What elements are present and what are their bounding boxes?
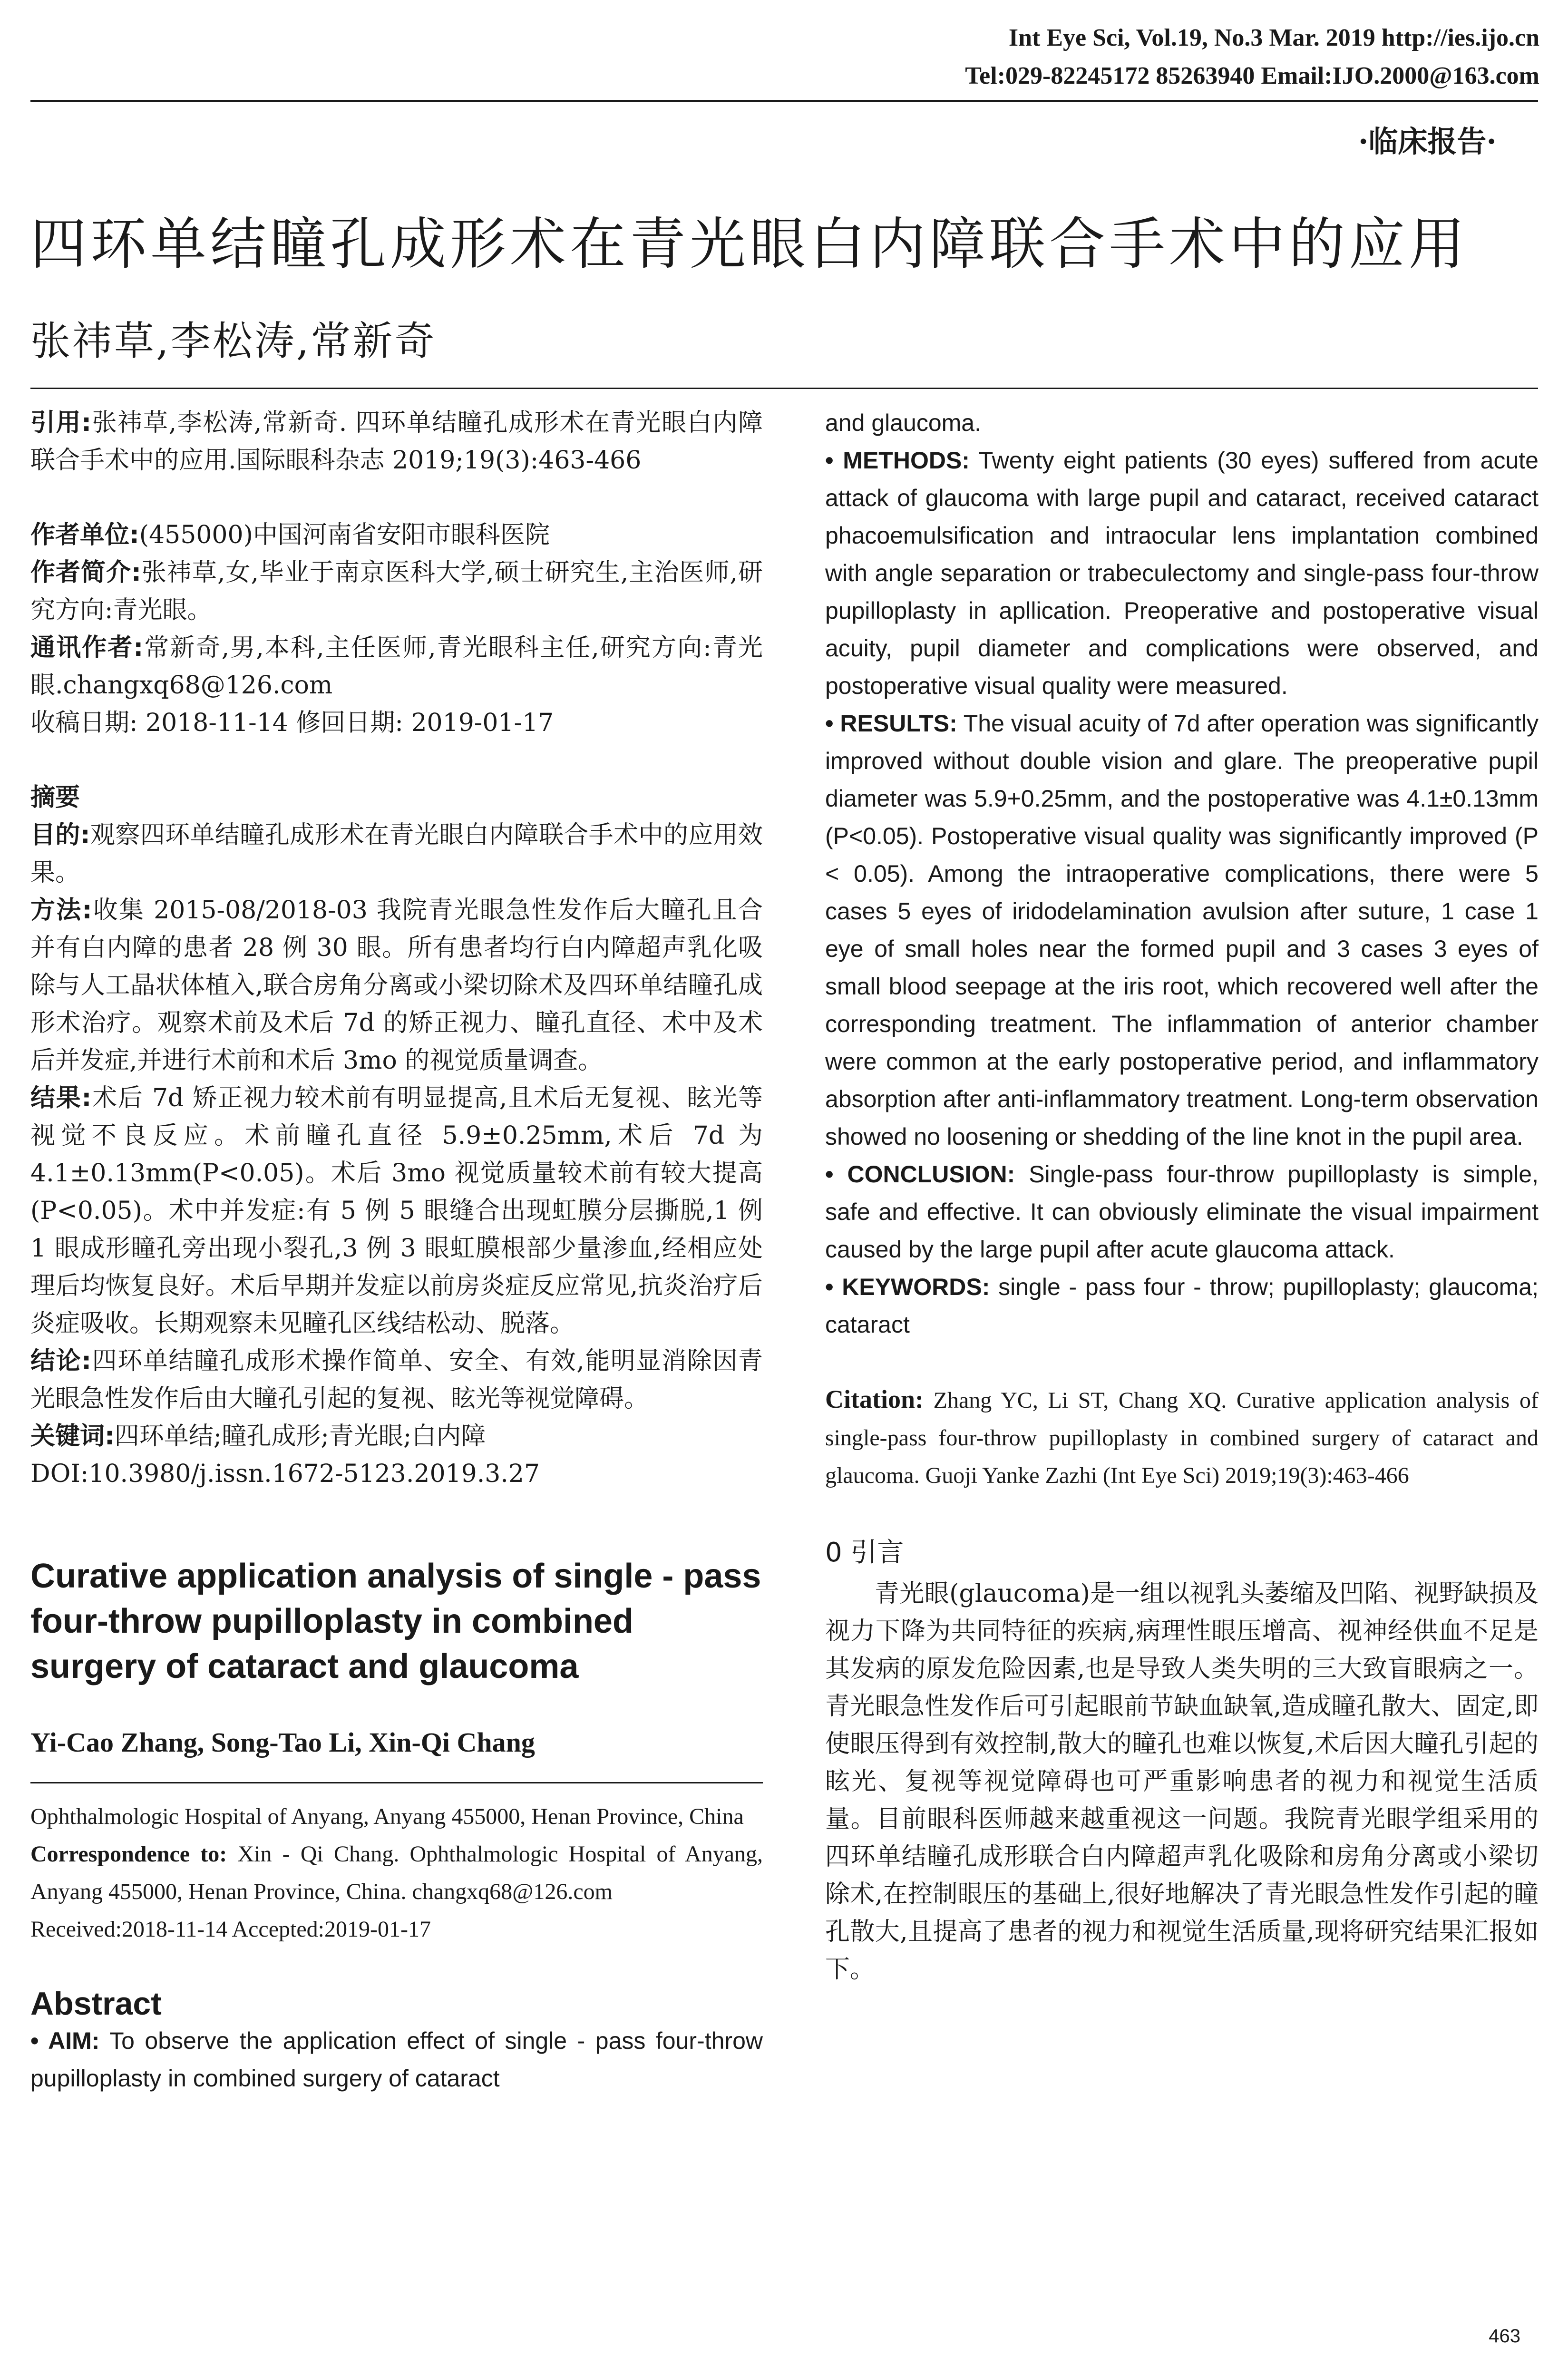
article-authors: 张祎草,李松涛,常新奇 <box>30 318 437 364</box>
doi: DOI:10.3980/j.issn.1672-5123.2019.3.27 <box>30 1460 540 1488</box>
citation-label: 引用: <box>30 409 92 437</box>
dates-cn: 收稿日期: 2018-11-14 修回日期: 2019-01-17 <box>30 709 554 737</box>
results-en-label: • RESULTS: <box>825 710 957 737</box>
results-text: 术后 7d 矫正视力较术前有明显提高,且术后无复视、眩光等视觉不良反应。术前瞳孔直径 5.9±0.25mm,术后 7d 为 4.1±0.13mm(P<0.05)。术后 3mo 视觉质量较术前有较大提高(P<0.05)。术中并发症:有 5 例 5 眼缝合出现虹膜分层撕脱,1 例 1 眼成形瞳孔旁出现小裂孔,3 例 3 眼虹膜根部少量渗血,经相应处理后均恢复良好。术后早期并发症以前房炎症反应常见,抗炎治疗后炎症吸收。长期观察未见瞳孔区线结松动、脱落。 <box>30 1084 763 1338</box>
keywords-cn <box>30 1418 763 1455</box>
english-correspondence-label: Correspondence to: <box>30 1841 227 1867</box>
header-rule <box>30 100 1538 102</box>
english-correspondence <box>30 1835 763 1910</box>
intro-heading: 0 引言 <box>825 1537 904 1568</box>
methods-en <box>825 442 1539 705</box>
corresponding-label: 通讯作者: <box>30 633 144 662</box>
conclusion-en-text: Single-pass four-throw pupilloplasty is simple, safe and effective. It can obviously eliminate the visual impairment caused by the large pupil after acute glaucoma attack. <box>825 1161 1539 1263</box>
methods-label: 方法: <box>30 896 92 925</box>
keywords-text: 四环单结;瞳孔成形;青光眼;白内障 <box>114 1422 486 1451</box>
citation-text: 张祎草,李松涛,常新奇. 四环单结瞳孔成形术在青光眼白内障联合手术中的应用.国际眼科杂志 2019;19(3):463-466 <box>30 409 763 475</box>
affiliation-label: 作者单位: <box>30 521 139 549</box>
methods-text: 收集 2015-08/2018-03 我院青光眼急性发作后大瞳孔且合并有白内障的患者 28 例 30 眼。所有患者均行白内障超声乳化吸除与人工晶状体植入,联合房角分离或小梁切除术及四环单结瞳孔成形术治疗。观察术前及术后 7d 的矫正视力、瞳孔直径、术中及术后并发症,并进行术前和术后 3mo 的视觉质量调查。 <box>30 896 763 1075</box>
conclusion-text: 四环单结瞳孔成形术操作简单、安全、有效,能明显消除因青光眼急性发作后由大瞳孔引起的复视、眩光等视觉障碍。 <box>30 1347 763 1413</box>
right-column <box>825 404 1539 1988</box>
keywords-en-text: single - pass four - throw; pupilloplasty; glaucoma; cataract <box>825 1274 1539 1338</box>
conclusion-en <box>825 1156 1539 1268</box>
article-title: 四环单结瞳孔成形术在青光眼白内障联合手术中的应用 <box>30 211 1469 277</box>
keywords-en-label: • KEYWORDS: <box>825 1274 990 1300</box>
abstract-cn-heading: 摘要 <box>30 783 80 812</box>
affiliation-cn <box>30 516 763 554</box>
keywords-label: 关键词: <box>30 1422 115 1451</box>
section-tag: ·临床报告· <box>1358 124 1497 159</box>
english-correspondence-text: Xin - Qi Chang. Ophthalmologic Hospital of Anyang, Anyang 455000, Henan Province, China. changxq68@126.com <box>30 1841 763 1904</box>
intro-paragraph: 青光眼(glaucoma)是一组以视乳头萎缩及凹陷、视野缺损及视力下降为共同特征的疾病,病理性眼压增高、视神经供血不足是其发病的原发危险因素,也是导致人类失明的三大致盲眼病之一。青光眼急性发作后可引起眼前节缺血缺氧,造成瞳孔散大、固定,即使眼压得到有效控制,散大的瞳孔也难以恢复,术后因大瞳孔引起的眩光、复视等视觉障碍也可严重影响患者的视力和视觉生活质量。目前眼科医师越来越重视这一问题。我院青光眼学组采用的四环单结瞳孔成形联合白内障超声乳化吸除和房角分离或小梁切除术,在控制眼压的基础上,很好地解决了青光眼急性发作引起的瞳孔散大,且提高了患者的视力和视觉生活质量,现将研究结果汇报如下。 <box>825 1579 1539 1984</box>
aim-label: 目的: <box>30 821 90 849</box>
methods-en-text: Twenty eight patients (30 eyes) suffered from acute attack of glaucoma with large pupil and cataract, received cataract phacoemulsification and intraocular lens implantation combined with angle separation or trabeculectomy and single-pass four-throw pupilloplasty in apllication. Preoperative and postoperative visual acuity, pupil diameter and complications were observed, and postoperative visual quality were measured. <box>825 447 1539 699</box>
aim-en <box>30 2022 763 2097</box>
title-rule <box>30 388 1538 389</box>
results-en <box>825 705 1539 1156</box>
citation-cn <box>30 404 763 479</box>
aim-en-text: To observe the application effect of single - pass four-throw pupilloplasty in combined surgery of cataract <box>30 2027 763 2092</box>
journal-header: Int Eye Sci, Vol.19, No.3 Mar. 2019 http://ies.ijo.cn <box>1008 24 1539 51</box>
journal-contact: Tel:029-82245172 85263940 Email:IJO.2000@163.com <box>965 62 1539 89</box>
english-dates: Received:2018-11-14 Accepted:2019-01-17 <box>30 1917 431 1942</box>
keywords-en <box>825 1268 1539 1344</box>
conclusion-label: 结论: <box>30 1347 92 1375</box>
results-cn <box>30 1080 763 1343</box>
aim-en-label: • AIM: <box>30 2027 100 2054</box>
aim-cn <box>30 817 763 892</box>
author-bio-cn <box>30 554 763 629</box>
corresponding-text: 常新奇,男,本科,主任医师,青光眼科主任,研究方向:青光眼.changxq68@126.com <box>30 633 763 700</box>
conclusion-cn <box>30 1343 763 1418</box>
citation-en-label: Citation: <box>825 1385 924 1413</box>
abstract-en-heading: Abstract <box>30 1986 162 2022</box>
author-bio-label: 作者简介: <box>30 558 141 587</box>
english-authors: Yi-Cao Zhang, Song-Tao Li, Xin-Qi Chang <box>30 1727 535 1758</box>
english-title: Curative application analysis of single - pass four-throw pupilloplasty in combined surgery of cataract and glaucoma <box>30 1557 761 1685</box>
conclusion-en-label: • CONCLUSION: <box>825 1161 1015 1188</box>
author-bio-text: 张祎草,女,毕业于南京医科大学,硕士研究生,主治医师,研究方向:青光眼。 <box>30 558 763 624</box>
methods-en-label: • METHODS: <box>825 447 970 474</box>
results-en-text: The visual acuity of 7d after operation was significantly improved without double vision and glare. The preoperative pupil diameter was 5.9+0.25mm, and the postoperative was 4.1±0.13mm (P<0.05). Postoperative visual quality was significantly improved (P < 0.05). Among the intraoperative complications, there were 5 cases 5 eyes of iridodelamination avulsion after suture, 1 case 1 eye of small holes near the formed pupil and 3 cases 3 eyes of small blood seepage at the iris root, which recovered well after the corresponding treatment. The inflammation of anterior chamber were common at the early postoperative period, and inflammatory absorption after anti-inflammatory treatment. Long-term observation showed no loosening or shedding of the line knot in the pupil area. <box>825 710 1539 1150</box>
corresponding-cn <box>30 629 763 704</box>
affiliation-text: (455000)中国河南省安阳市眼科医院 <box>139 521 550 549</box>
english-affiliation: Ophthalmologic Hospital of Anyang, Anyang 455000, Henan Province, China <box>30 1804 744 1829</box>
aim-en-continued: and glaucoma. <box>825 409 982 436</box>
citation-en-text: Zhang YC, Li ST, Chang XQ. Curative application analysis of single-pass four-throw pupilloplasty in combined surgery of cataract and glaucoma. Guoji Yanke Zazhi (Int Eye Sci) 2019;19(3):463-466 <box>825 1388 1539 1488</box>
aim-text: 观察四环单结瞳孔成形术在青光眼白内障联合手术中的应用效果。 <box>30 821 763 887</box>
left-column <box>30 404 763 2097</box>
methods-cn <box>30 892 763 1080</box>
citation-en <box>825 1381 1539 1494</box>
page-number: 463 <box>1489 2326 1520 2347</box>
results-label: 结果: <box>30 1084 92 1112</box>
